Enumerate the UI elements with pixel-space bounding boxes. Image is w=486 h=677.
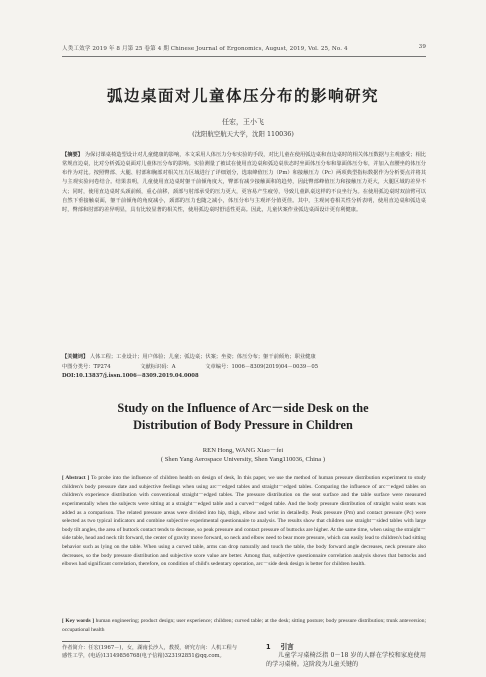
clc-number: 中图分类号：TP274 [62, 364, 111, 370]
chinese-keywords-text: 人体工程；工业设计；用户体验；儿童；弧边桌；伏案；坐姿；体压分布；躯干前倾角；职业健康 [89, 354, 316, 360]
section-heading [266, 641, 304, 651]
english-abstract-tag: [ Abstract ] [62, 475, 90, 481]
english-abstract [62, 474, 426, 569]
article-number: 文章编号：1006－8309(2019)04－0039－05 [205, 364, 319, 370]
doi: DOI:10.13837/j.issn.1006－8309.2019.04.0008 [62, 373, 199, 379]
english-keywords [62, 617, 426, 634]
chinese-authors: 任宏，王小飞 [222, 118, 264, 126]
english-keywords-tag: [ Key words ] [62, 618, 95, 624]
running-head-text: 人类工效学 2019 年 8 月第 25 卷第 4 期 Chinese Journal of Ergonomics, August, 2019, Vol. 25, No. 4 [62, 46, 348, 52]
section-number: 1 [266, 643, 271, 651]
header-rule [62, 56, 426, 57]
chinese-abstract [62, 151, 426, 215]
chinese-title: 弧边桌面对儿童体压分布的影响研究 [106, 87, 379, 105]
author-footnote: 作者简介：任宏(1967－)，女，湖南长沙人，教授，研究方向：人机工程与感性工学，(电话)13149856768(电子信箱)323192851@qq.com。 [62, 645, 237, 660]
chinese-keywords [62, 353, 426, 361]
section-title: 引言 [280, 643, 294, 651]
english-keywords-text: human engineering; product design; user experience; children; curved table; at the desk; sitting posture; body pressure distribution; trunk anteversion; occupational health [62, 618, 426, 633]
chinese-abstract-text: 为保讨课桌椅造型设计对儿童健康的影响，本文采用人体压力分布实验的手段，对比儿童在使用弧边桌和直边桌时的相关体压数据与主观感受；相比常规直边桌，比对分析弧边桌面对儿童体压分布的影响。实验测量了被试在使用直边桌和弧边桌状态时坐面体压分布和靠面体压分布，并加入直腰坐的体压分布作为对比。按照臀部、大腿、肘部和胸部对相关压力区域进行了详细划分，选取峰值压力（Pm）和接触压力（Pc）两项典型指标数据作为分析要点并将其与主观实验问卷结合。结果表明，儿童使用直边桌时躯干前倾角度大，臀部有减少接触面积的趋势，因此臀部峰值压力和接触压力更大，大腿区域的差异不大；同时，使用直边桌时头颈前倾，重心前移，颈部与肘部承受的压力更大，更容易产生疲劳，导致儿童趴桌这样的不良坐行为。在使用弧边桌时双前臂可以自然下垂接触桌面，躯干前倾角的角度减小，颈部的压力也随之减小，体压分布与主观评分值更佳。其中，主观问卷相关性分析表明，使用直边桌和弧边桌时，臀部和肘部的差异明显，具有比较显著的相关性，使用弧边桌时舒适性更高。因此，儿童伏案作业弧边桌面设计更有利健康。 [62, 152, 427, 213]
english-title-line-1: Study on the Influence of Arc－side Desk on the [117, 401, 369, 415]
english-title [0, 400, 486, 434]
english-affiliation: ( Shen Yang Aerospace University, Shen Yang110036, China ) [160, 456, 326, 463]
english-authors: REN Hong, WANG Xiao－fei [202, 447, 284, 454]
running-head [62, 44, 426, 52]
document-code: 文献标识码：A [140, 364, 176, 370]
page-number: 39 [418, 44, 426, 50]
english-title-line-2: Distribution of Body Pressure in Children [133, 418, 353, 432]
introduction-paragraph: 儿童学习桌椅泛指 0－18 岁的人群在学校和家庭使用的学习桌椅。这阶段为儿童关键的 [266, 652, 426, 669]
chinese-affiliation: (沈阳航空航天大学，沈阳 110036) [192, 130, 294, 138]
english-abstract-text: To probe into the influence of children health on design of desk, In this paper, we use the method of human pressure distribution experiment to study children's body pressure date and subjective feelings when using arc－edged tables and straight－edged tables. Comparing the influence of arc－edged tables on children's experience distribution with conventional straight－edged tables. The pressure distribution on the seat surface and the table surface were measured experimentally when the subjects were sitting at a straight－edged table and a curved－edged table. And the body pressure distribution of straight waist seats was added as a comparison. The related pressure areas were divided into hip, thigh, elbow and wrist in detailedly. Peak pressure (Pm) and contact pressure (Pc) were selected as two typical indicators and combine subjective experimental questionnaire to analysis. The results show that children use straight－sided tables with large body tilt angles, the area of buttock contact tends to decrease, so peak pressure and contact pressure of buttocks are higher. At the same time, when using the straight－side table, head and neck tilt forward, the center of gravity move forward, so neck and elbow need to bear more pressure, which can easily lead to children's bad sitting behavior such as lying on the table. When using a curved table, arms can drop naturally and touch the table, the body forward angle decreases, neck pressure also decreases, so the body pressure distribution and subjective score value are better. Among that, subjective questionnaire correlation analysis shows that buttocks and elbows had significant correlation, therefore, on condition of child's sedentary operation, arc－side desk design is better for children health. [62, 475, 427, 568]
chinese-abstract-tag: 【摘要】 [62, 152, 84, 158]
article-metadata [62, 363, 426, 381]
chinese-keywords-tag: 【关键词】 [62, 354, 89, 360]
footnote-rule [62, 641, 150, 642]
